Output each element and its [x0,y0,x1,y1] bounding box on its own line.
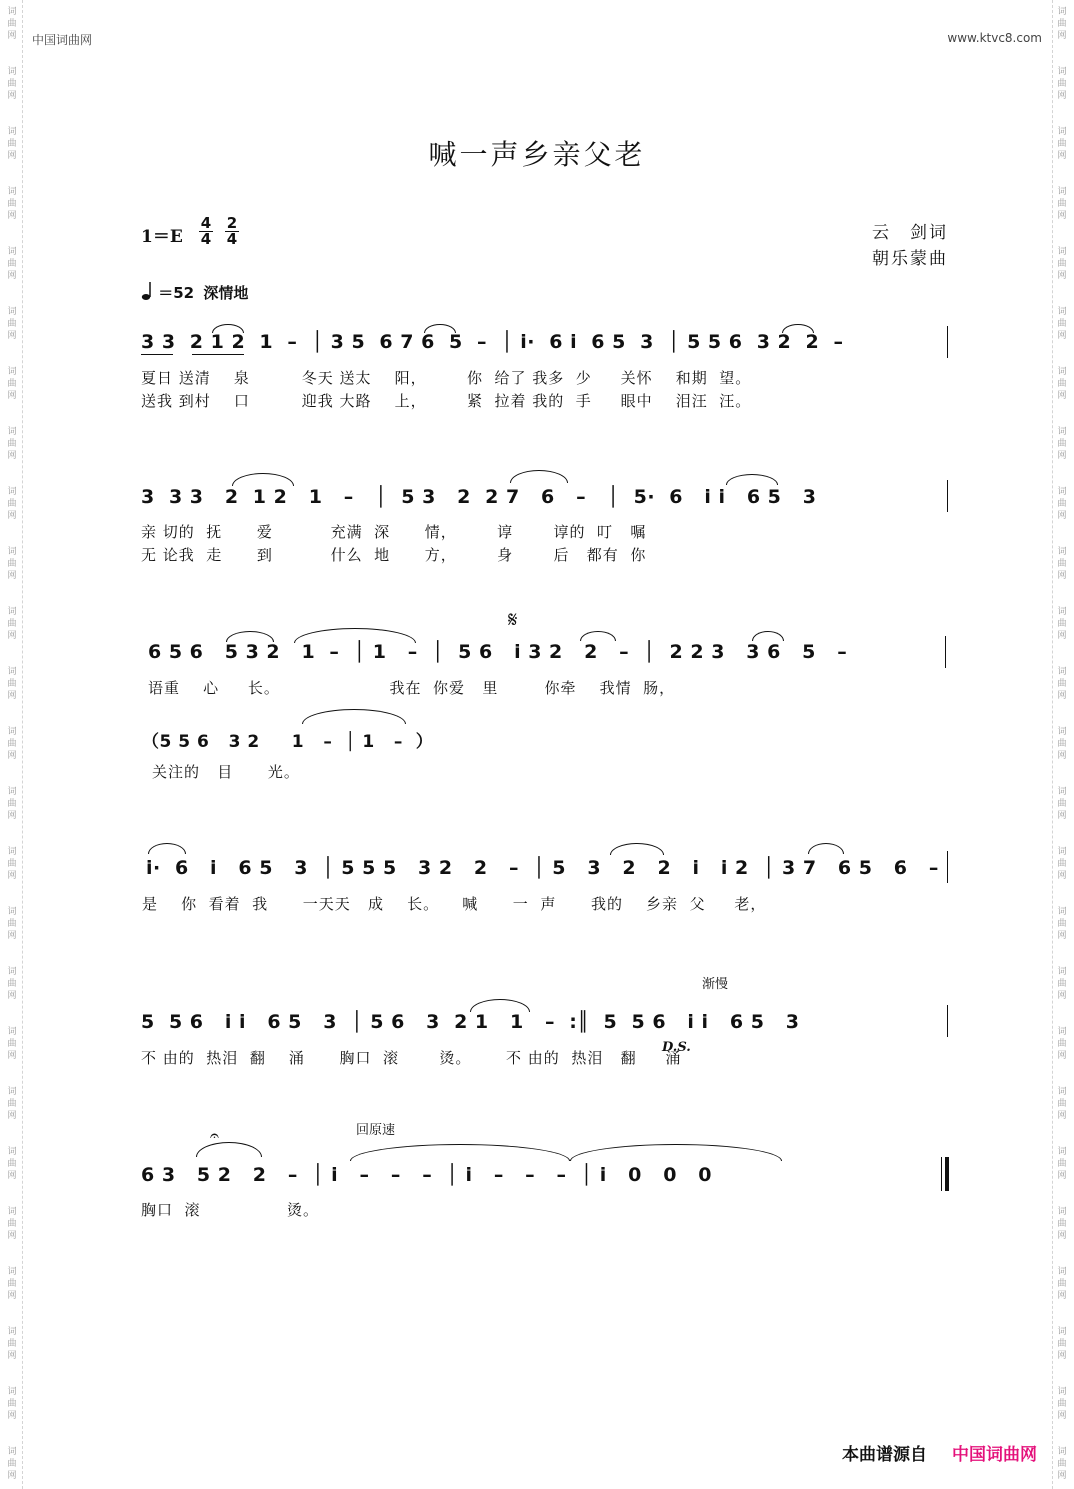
a-tempo-mark: 回原速 [356,1123,396,1138]
slur [424,324,456,333]
tempo-expression: 深情地 [203,284,249,302]
side-watermark-text: 词 曲 网 [1057,727,1067,761]
side-watermark-text: 词 曲 网 [7,1207,17,1241]
side-watermark-text: 词 曲 网 [7,187,17,221]
system-3-notes: 6 5 6 5 3 2 1 – │ 1 – │ 5 6 i 3 2 2 – │ 2 2 3 3 6 5 – [148,641,848,663]
lyricist-credit: 云 剑词 [872,223,948,243]
system-6-notes: 6 3 5 2 2 – │ i – – – │ i – – – │ i 0 0 0 [141,1164,713,1186]
system-5-lyrics: 不 由的 热泪 翻 涌 胸口 滚 烫。 不 由的 热泪 翻 涌 [141,1049,682,1067]
slur [510,470,568,483]
side-watermark-text: 词 曲 网 [7,547,17,581]
system-1-lyrics-verse-1: 夏日 送清 泉 冬天 送太 阳， 你 给了 我多 少 关怀 和期 望。 [141,369,752,387]
song-title: 喊一声乡亲父老 [428,138,646,171]
ritardando-mark: 渐慢 [702,977,729,992]
barline [947,480,948,512]
meter-4-4 [199,216,213,247]
side-watermark-text: 词 曲 网 [1057,787,1067,821]
footer-source-label: 本曲谱源自 [842,1445,927,1465]
side-watermark-text: 词 曲 网 [1057,7,1067,41]
side-watermark-text: 词 曲 网 [7,427,17,461]
slur [782,324,814,333]
barline [947,326,948,358]
slur [232,473,294,486]
side-watermark-text: 词 曲 网 [1057,1327,1067,1361]
side-watermark-text: 词 曲 网 [7,907,17,941]
slur [196,1142,262,1157]
system-2-lyrics-verse-1: 亲 切的 抚 爱 充满 深 情， 谆 谆的 叮 嘱 [141,523,647,541]
tempo-value: ＝52 [158,284,195,302]
composer-credit: 朝乐蒙曲 [872,249,948,269]
side-watermark-text: 词 曲 网 [1057,1267,1067,1301]
side-watermark-text: 词 曲 网 [7,607,17,641]
side-watermark-text: 词 曲 网 [7,127,17,161]
system-4-notes: i· 6 i 6 5 3 │ 5 5 5 3 2 2 – │ 5 3 2 2 i i 2 │ 3 7 6 5 6 – [146,857,939,879]
final-barline-thick [945,1157,949,1191]
system-3b-lyrics: 关注的 目 光。 [152,763,300,781]
slur [610,843,664,855]
system-1-lyrics-verse-2: 送我 到村 口 迎我 大路 上， 紧 拉着 我的 手 眼中 泪汪 汪。 [141,392,752,410]
side-watermark-text: 词 曲 网 [1057,847,1067,881]
side-watermark-text: 词 曲 网 [7,847,17,881]
header-site-name: 中国词曲网 [32,33,93,47]
side-watermark-text: 词 曲 网 [7,1087,17,1121]
system-4-lyrics: 是 你 看着 我 一天天 成 长。 喊 一 声 我的 乡亲 父 老， [142,895,767,913]
side-watermark-text: 词 曲 网 [7,307,17,341]
side-watermark-text: 词 曲 网 [1057,307,1067,341]
side-watermark-text: 词 曲 网 [7,247,17,281]
side-watermark-text: 词 曲 网 [1057,607,1067,641]
meter2-top: 2 [226,214,238,232]
right-side-watermark [1054,0,1070,1489]
barline [947,1005,948,1037]
tie [350,1144,570,1161]
side-watermark-text: 词 曲 网 [7,367,17,401]
side-watermark-text: 词 曲 网 [1057,547,1067,581]
left-dashed-rule [22,0,23,1489]
side-watermark-text: 词 曲 网 [7,967,17,1001]
system-2-lyrics-verse-2: 无 论我 走 到 什么 地 方， 身 后 都有 你 [141,546,647,564]
side-watermark-text: 词 曲 网 [1057,1207,1067,1241]
side-watermark-text: 词 曲 网 [1057,367,1067,401]
segno-sign: 𝄋 [508,608,518,633]
meter1-bottom: 4 [200,230,212,248]
meter1-top: 4 [200,214,212,232]
barline [947,851,948,883]
side-watermark-text: 词 曲 网 [1057,667,1067,701]
side-watermark-text: 词 曲 网 [7,667,17,701]
side-watermark-text: 词 曲 网 [7,7,17,41]
slur [726,474,778,485]
slur [226,631,274,642]
side-watermark-text: 词 曲 网 [1057,967,1067,1001]
side-watermark-text: 词 曲 网 [7,1147,17,1181]
side-watermark-text: 词 曲 网 [1057,427,1067,461]
system-3-lyrics: 语重 心 长。 我在 你爱 里 你牵 我情 肠， [148,679,676,697]
side-watermark-text: 词 曲 网 [7,1447,17,1481]
dal-segno-mark: D.S. [662,1040,691,1055]
side-watermark-text: 词 曲 网 [1057,1447,1067,1481]
side-watermark-text: 词 曲 网 [1057,907,1067,941]
side-watermark-text: 词 曲 网 [7,727,17,761]
final-barline-thin [941,1157,942,1191]
side-watermark-text: 词 曲 网 [1057,247,1067,281]
side-watermark-text: 词 曲 网 [1057,1027,1067,1061]
side-watermark-text: 词 曲 网 [7,1327,17,1361]
barline [945,636,946,668]
system-3b-notes: （5 5 6 3 2 1 – │ 1 – ） [142,732,434,752]
tempo-marking [141,281,248,303]
side-watermark-text: 词 曲 网 [1057,1387,1067,1421]
side-watermark-text: 词 曲 网 [7,67,17,101]
quarter-note-icon [141,281,153,301]
slur [212,324,244,333]
slur [752,631,784,641]
left-side-watermark [4,0,20,1489]
fermata-icon: 𝄐 [210,1126,219,1145]
footer-brand-link[interactable]: 中国词曲网 [952,1445,1037,1465]
tie [302,709,406,724]
tie [570,1144,782,1161]
side-watermark-text: 词 曲 网 [7,1267,17,1301]
system-5-notes: 5 5 6 i i 6 5 3 │ 5 6 3 2 1 1 – :║ 5 5 6 i i 6 5 3 [141,1011,800,1033]
slur [808,843,844,854]
side-watermark-text: 词 曲 网 [1057,127,1067,161]
side-watermark-text: 词 曲 网 [7,1027,17,1061]
system-6-lyrics: 胸口 滚 烫。 [141,1201,320,1219]
side-watermark-text: 词 曲 网 [1057,487,1067,521]
side-watermark-text: 词 曲 网 [1057,1087,1067,1121]
underline-beam [141,354,173,355]
side-watermark-text: 词 曲 网 [1057,67,1067,101]
side-watermark-text: 词 曲 网 [7,487,17,521]
side-watermark-text: 词 曲 网 [7,787,17,821]
tie [294,628,416,643]
slur [470,999,530,1012]
underline-beam [192,354,244,355]
key-signature: 1＝E [141,227,183,247]
slur [580,631,616,641]
system-1-notes: 3 3 2 1 2 1 – │ 3 5 6 7 6 5 – │ i· 6 i 6 5 3 │ 5 5 6 3 2 2 – [141,331,844,353]
slur [148,843,186,854]
meter2-bottom: 4 [226,230,238,248]
side-watermark-text: 词 曲 网 [1057,187,1067,221]
right-dashed-rule [1052,0,1053,1489]
meter-2-4 [225,216,239,247]
side-watermark-text: 词 曲 网 [7,1387,17,1421]
system-2-notes: 3 3 3 2 1 2 1 – │ 5 3 2 2 7 6 – │ 5· 6 i i 6 5 3 [141,486,817,508]
header-site-url[interactable]: www.ktvc8.com [947,31,1042,45]
side-watermark-text: 词 曲 网 [1057,1147,1067,1181]
